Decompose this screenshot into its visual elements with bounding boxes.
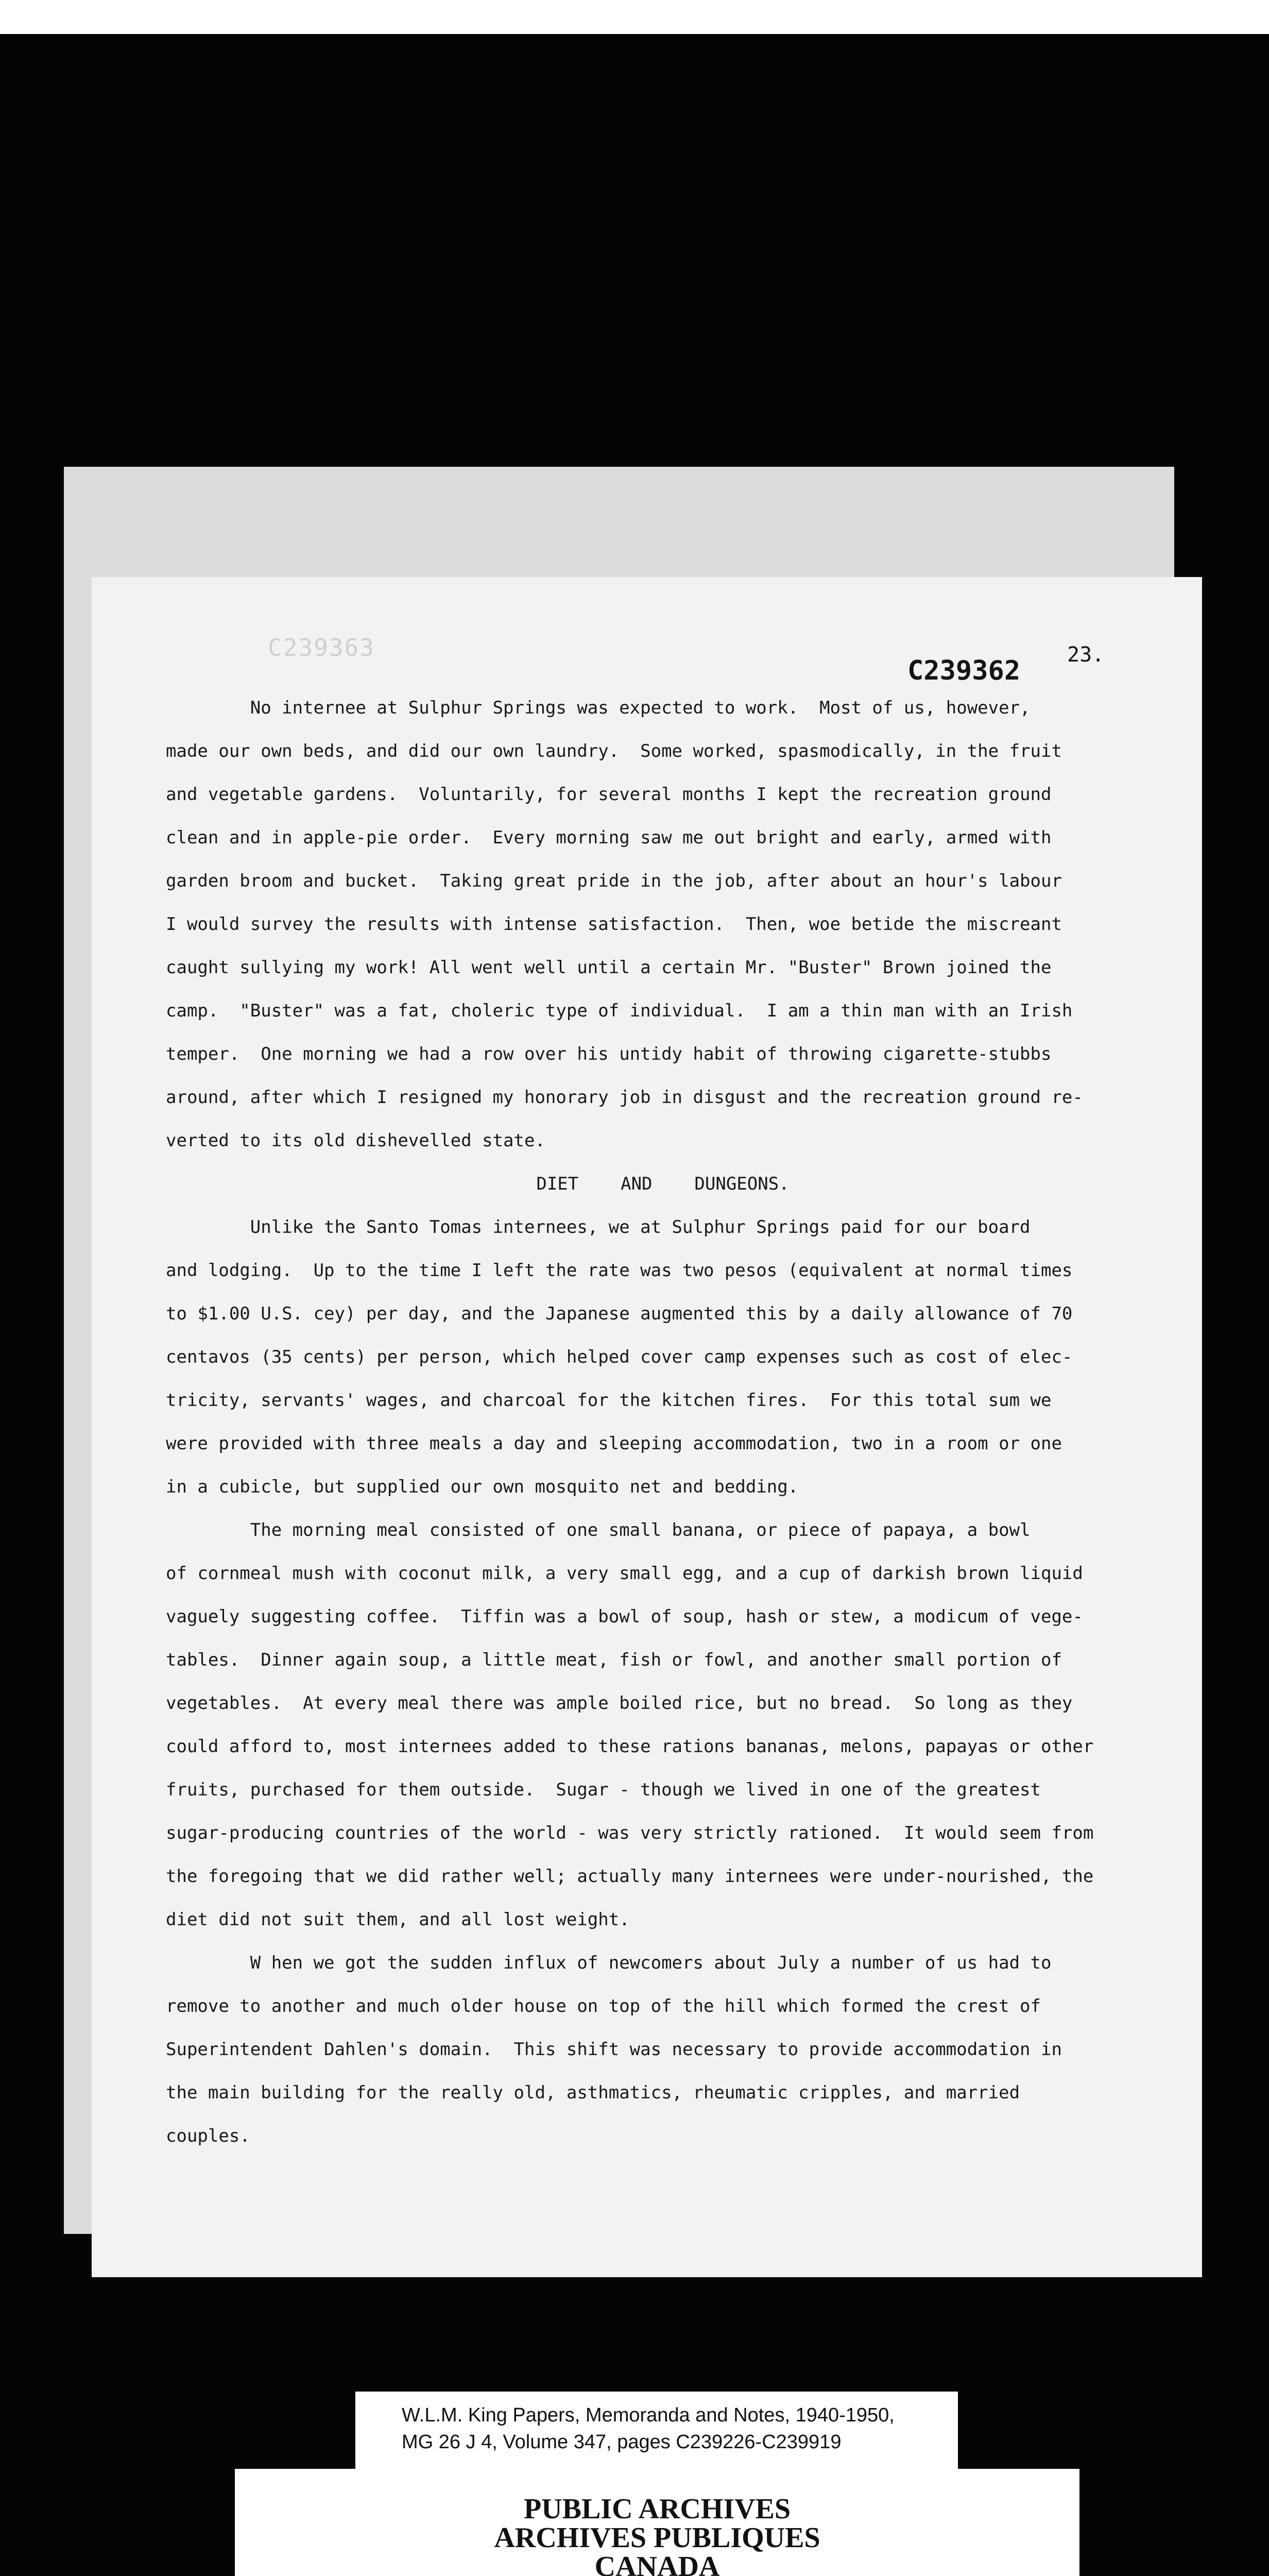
text-line: in a cubicle, but supplied our own mosquito net and bedding. [166,1477,799,1497]
text-line: centavos (35 cents) per person, which helped cover camp expenses such as cost of elec- [166,1347,1073,1367]
text-line: and lodging. Up to the time I left the rate was two pesos (equivalent at normal times [166,1260,1073,1281]
page-number: 23. [1067,643,1105,667]
archives-stamp-line: CANADA [594,2551,720,2576]
archives-stamp-text [235,2495,1079,2576]
text-line: caught sullying my work! All went well until a certain Mr. "Buster" Brown joined the [166,957,1052,978]
public-archives-stamp [235,2469,1079,2576]
text-line: tricity, servants' wages, and charcoal for the kitchen fires. For this total sum we [166,1390,1052,1411]
text-line: I would survey the results with intense satisfaction. Then, woe betide the miscreant [166,914,1062,935]
archive-reference-text [402,2402,895,2455]
text-line: sugar-producing countries of the world - was very strictly rationed. It would seem from [166,1823,1094,1843]
text-line: Superintendent Dahlen's domain. This shift was necessary to provide accommodation in [166,2039,1062,2060]
text-line: clean and in apple-pie order. Every morning saw me out bright and early, armed with [166,827,1052,848]
text-line: and vegetable gardens. Voluntarily, for several months I kept the recreation ground [166,784,1052,805]
archives-stamp-line: ARCHIVES PUBLIQUES [494,2522,820,2554]
text-line: the main building for the really old, asthmatics, rheumatic cripples, and married [166,2082,1020,2103]
text-line: verted to its old dishevelled state. [166,1130,545,1151]
archive-reference-line: W.L.M. King Papers, Memoranda and Notes, 1940-1950, [402,2404,895,2426]
text-line: couples. [166,2126,250,2146]
text-line: Unlike the Santo Tomas internees, we at Sulphur Springs paid for our board [166,1217,1031,1238]
text-line: vegetables. At every meal there was ample boiled rice, but no bread. So long as they [166,1693,1073,1714]
text-line: W hen we got the sudden influx of newcomers about July a number of us had to [166,1953,1052,1973]
typed-body-text [166,686,1124,2158]
text-line: No internee at Sulphur Springs was expected to work. Most of us, however, [166,698,1031,718]
text-line: around, after which I resigned my honorary job in disgust and the recreation ground re- [166,1087,1083,1108]
archive-reference-line: MG 26 J 4, Volume 347, pages C239226-C239919 [402,2431,842,2453]
text-line: tables. Dinner again soup, a little meat, fish or fowl, and another small portion of [166,1650,1062,1670]
text-line: fruits, purchased for them outside. Sugar - though we lived in one of the greatest [166,1780,1041,1800]
text-line: vaguely suggesting coffee. Tiffin was a bowl of soup, hash or stew, a modicum of vege- [166,1606,1083,1627]
text-line: made our own beds, and did our own laundry. Some worked, spasmodically, in the fruit [166,741,1062,761]
top-margin-strip [0,0,1269,34]
text-line: The morning meal consisted of one small banana, or piece of papaya, a bowl [166,1520,1031,1540]
text-line: diet did not suit them, and all lost weight. [166,1909,630,1930]
text-line: temper. One morning we had a row over his untidy habit of throwing cigarette-stubbs [166,1044,1052,1064]
text-line: of cornmeal mush with coconut milk, a very small egg, and a cup of darkish brown liquid [166,1563,1083,1584]
text-line: the foregoing that we did rather well; actually many internees were under-nourished, the [166,1866,1094,1887]
section-heading: DIET AND DUNGEONS. [536,1174,790,1194]
text-line: could afford to, most internees added to these rations bananas, melons, papayas or other [166,1736,1094,1757]
text-line: remove to another and much older house on top of the hill which formed the crest of [166,1996,1041,2016]
document-number-stamp: C239362 [907,655,1021,686]
ghost-stamp-number: C239363 [268,634,375,662]
text-line: were provided with three meals a day and sleeping accommodation, two in a room or one [166,1433,1062,1454]
archive-reference-label [355,2392,958,2469]
archives-stamp-line: PUBLIC ARCHIVES [523,2493,791,2525]
text-line: to $1.00 U.S. cey) per day, and the Japanese augmented this by a daily allowance of 70 [166,1303,1073,1324]
text-line: garden broom and bucket. Taking great pride in the job, after about an hour's labour [166,871,1062,891]
text-line: camp. "Buster" was a fat, choleric type of individual. I am a thin man with an Irish [166,1001,1073,1021]
